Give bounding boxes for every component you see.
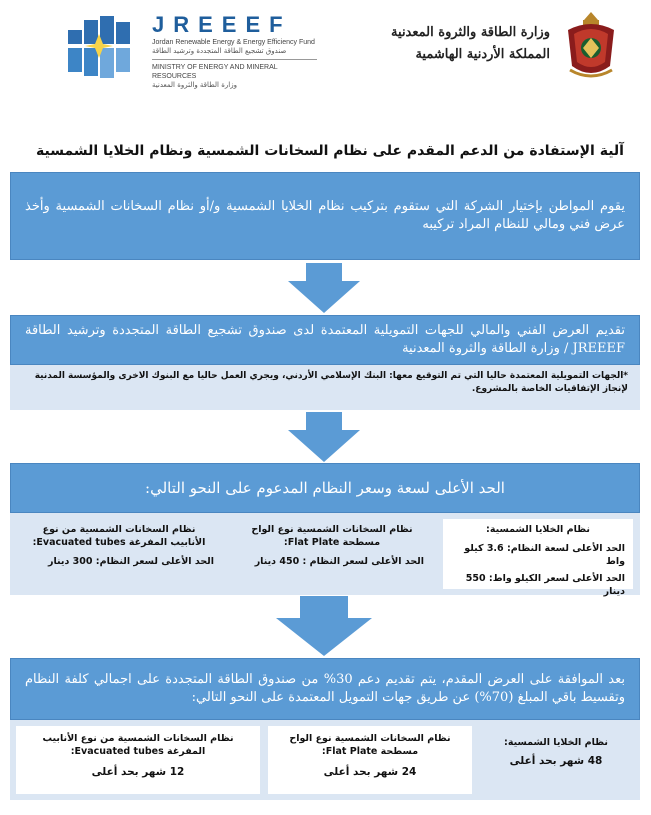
- step-2-note: *الجهات التمويلية المعتمدة حاليا التي تم التوقيع معها: البنك الإسلامي الأردني، ويجري العمل حاليا مع البنوك الاخرى والمؤسسة المدنية لإنجاز الإتفاقيات الخاصة بالمشروع.: [34, 371, 628, 394]
- pv-installment: 48 شهر بحد أعلى: [509, 755, 603, 767]
- flat-installment-title: نظام السخانات الشمسية نوع الواح مسطحة Flat Plate:: [289, 733, 451, 757]
- step-4-header: بعد الموافقة على العرض المقدم، يتم تقديم دعم 30% من صندوق الطاقة المتجددة على اجمالي كلفة النظام وتقسيط باقي المبلغ (70%) عن طريق جهات التمويل المعتمدة على النحو التالي:: [25, 672, 625, 705]
- fund-name: JREEEF: [152, 12, 292, 37]
- step-2-text: تقديم العرض الفني والمالي للجهات التمويلية المعتمدة لدى صندوق تشجيع الطاقة المتجددة وترشيد الطاقة JREEEF / وزارة الطاقة والثروة المعدنية: [25, 323, 625, 356]
- evac-installment-title: نظام السخانات الشمسية من نوع الأنابيب المفرغة Evacuated tubes:: [42, 733, 234, 757]
- jreeef-branding: [152, 12, 317, 90]
- fund-name-ar: صندوق تشجيع الطاقة المتجددة وترشيد الطاقة: [152, 47, 287, 55]
- pv-title: نظام الخلايا الشمسية:: [486, 524, 590, 535]
- step-1-box: [10, 172, 640, 260]
- arrow-down-icon: [288, 412, 360, 462]
- step-3-pv-card: [443, 519, 633, 597]
- step-4-evac-card: [16, 726, 260, 794]
- arrow-down-icon: [288, 263, 360, 313]
- step-2-box: [10, 315, 640, 365]
- ministry-name-ar-small: وزارة الطاقة والثروة المعدنية: [152, 81, 237, 89]
- pv-price: الحد الأعلى لسعر الكيلو واط: 550 دينار: [465, 573, 625, 597]
- step-4-flat-card: [268, 726, 472, 794]
- step-4-details: [10, 720, 640, 800]
- page-title: آلية الإستفادة من الدعم المقدم على نظام السخانات الشمسية ونظام الخلايا الشمسية: [36, 143, 624, 159]
- ministry-title: [375, 22, 550, 66]
- evac-price: الحد الأعلى لسعر النظام: 300 دينار: [47, 556, 214, 567]
- flat-title: نظام السخانات الشمسية نوع الواح مسطحة Flat Plate:: [251, 524, 413, 548]
- evac-installment: 12 شهر بحد أعلى: [91, 766, 185, 778]
- ministry-name-en: MINISTRY OF ENERGY AND MINERAL RESOURCES: [152, 64, 278, 80]
- flat-installment: 24 شهر بحد أعلى: [323, 766, 417, 778]
- step-3-evac-card: [16, 519, 222, 589]
- ministry-line-1: وزارة الطاقة والثروة المعدنية: [391, 25, 550, 40]
- step-2-note-box: [10, 365, 640, 410]
- jordan-crest-icon: [560, 10, 622, 82]
- step-3-flat-card: [232, 519, 432, 589]
- step-3-box: [10, 463, 640, 513]
- fund-name-en: Jordan Renewable Energy & Energy Efficiency Fund: [152, 39, 315, 46]
- arrow-down-icon: [276, 596, 372, 656]
- evac-title: نظام السخانات الشمسية من نوع الأنابيب المفرغة Evacuated tubes:: [32, 524, 206, 548]
- step-1-text: يقوم المواطن بإختيار الشركة التي ستقوم بتركيب نظام الخلايا الشمسية و/أو نظام السخانات الشمسية وأخذ عرض فني ومالي للنظام المراد تركيبه: [25, 199, 625, 232]
- step-3-details: [10, 513, 640, 595]
- flat-price: الحد الأعلى لسعر النظام : 450 دينار: [254, 556, 424, 567]
- step-3-header: الحد الأعلى لسعة وسعر النظام المدعوم على النحو التالي:: [145, 479, 505, 497]
- ministry-line-2: المملكة الأردنية الهاشمية: [415, 47, 550, 62]
- pv-installment-title: نظام الخلايا الشمسية:: [504, 737, 608, 748]
- jreeef-logo-icon: [60, 12, 150, 82]
- step-4-pv-card: [480, 726, 632, 794]
- step-4-box: [10, 658, 640, 720]
- pv-capacity: الحد الأعلى لسعة النظام: 3.6 كيلو واط: [464, 543, 625, 567]
